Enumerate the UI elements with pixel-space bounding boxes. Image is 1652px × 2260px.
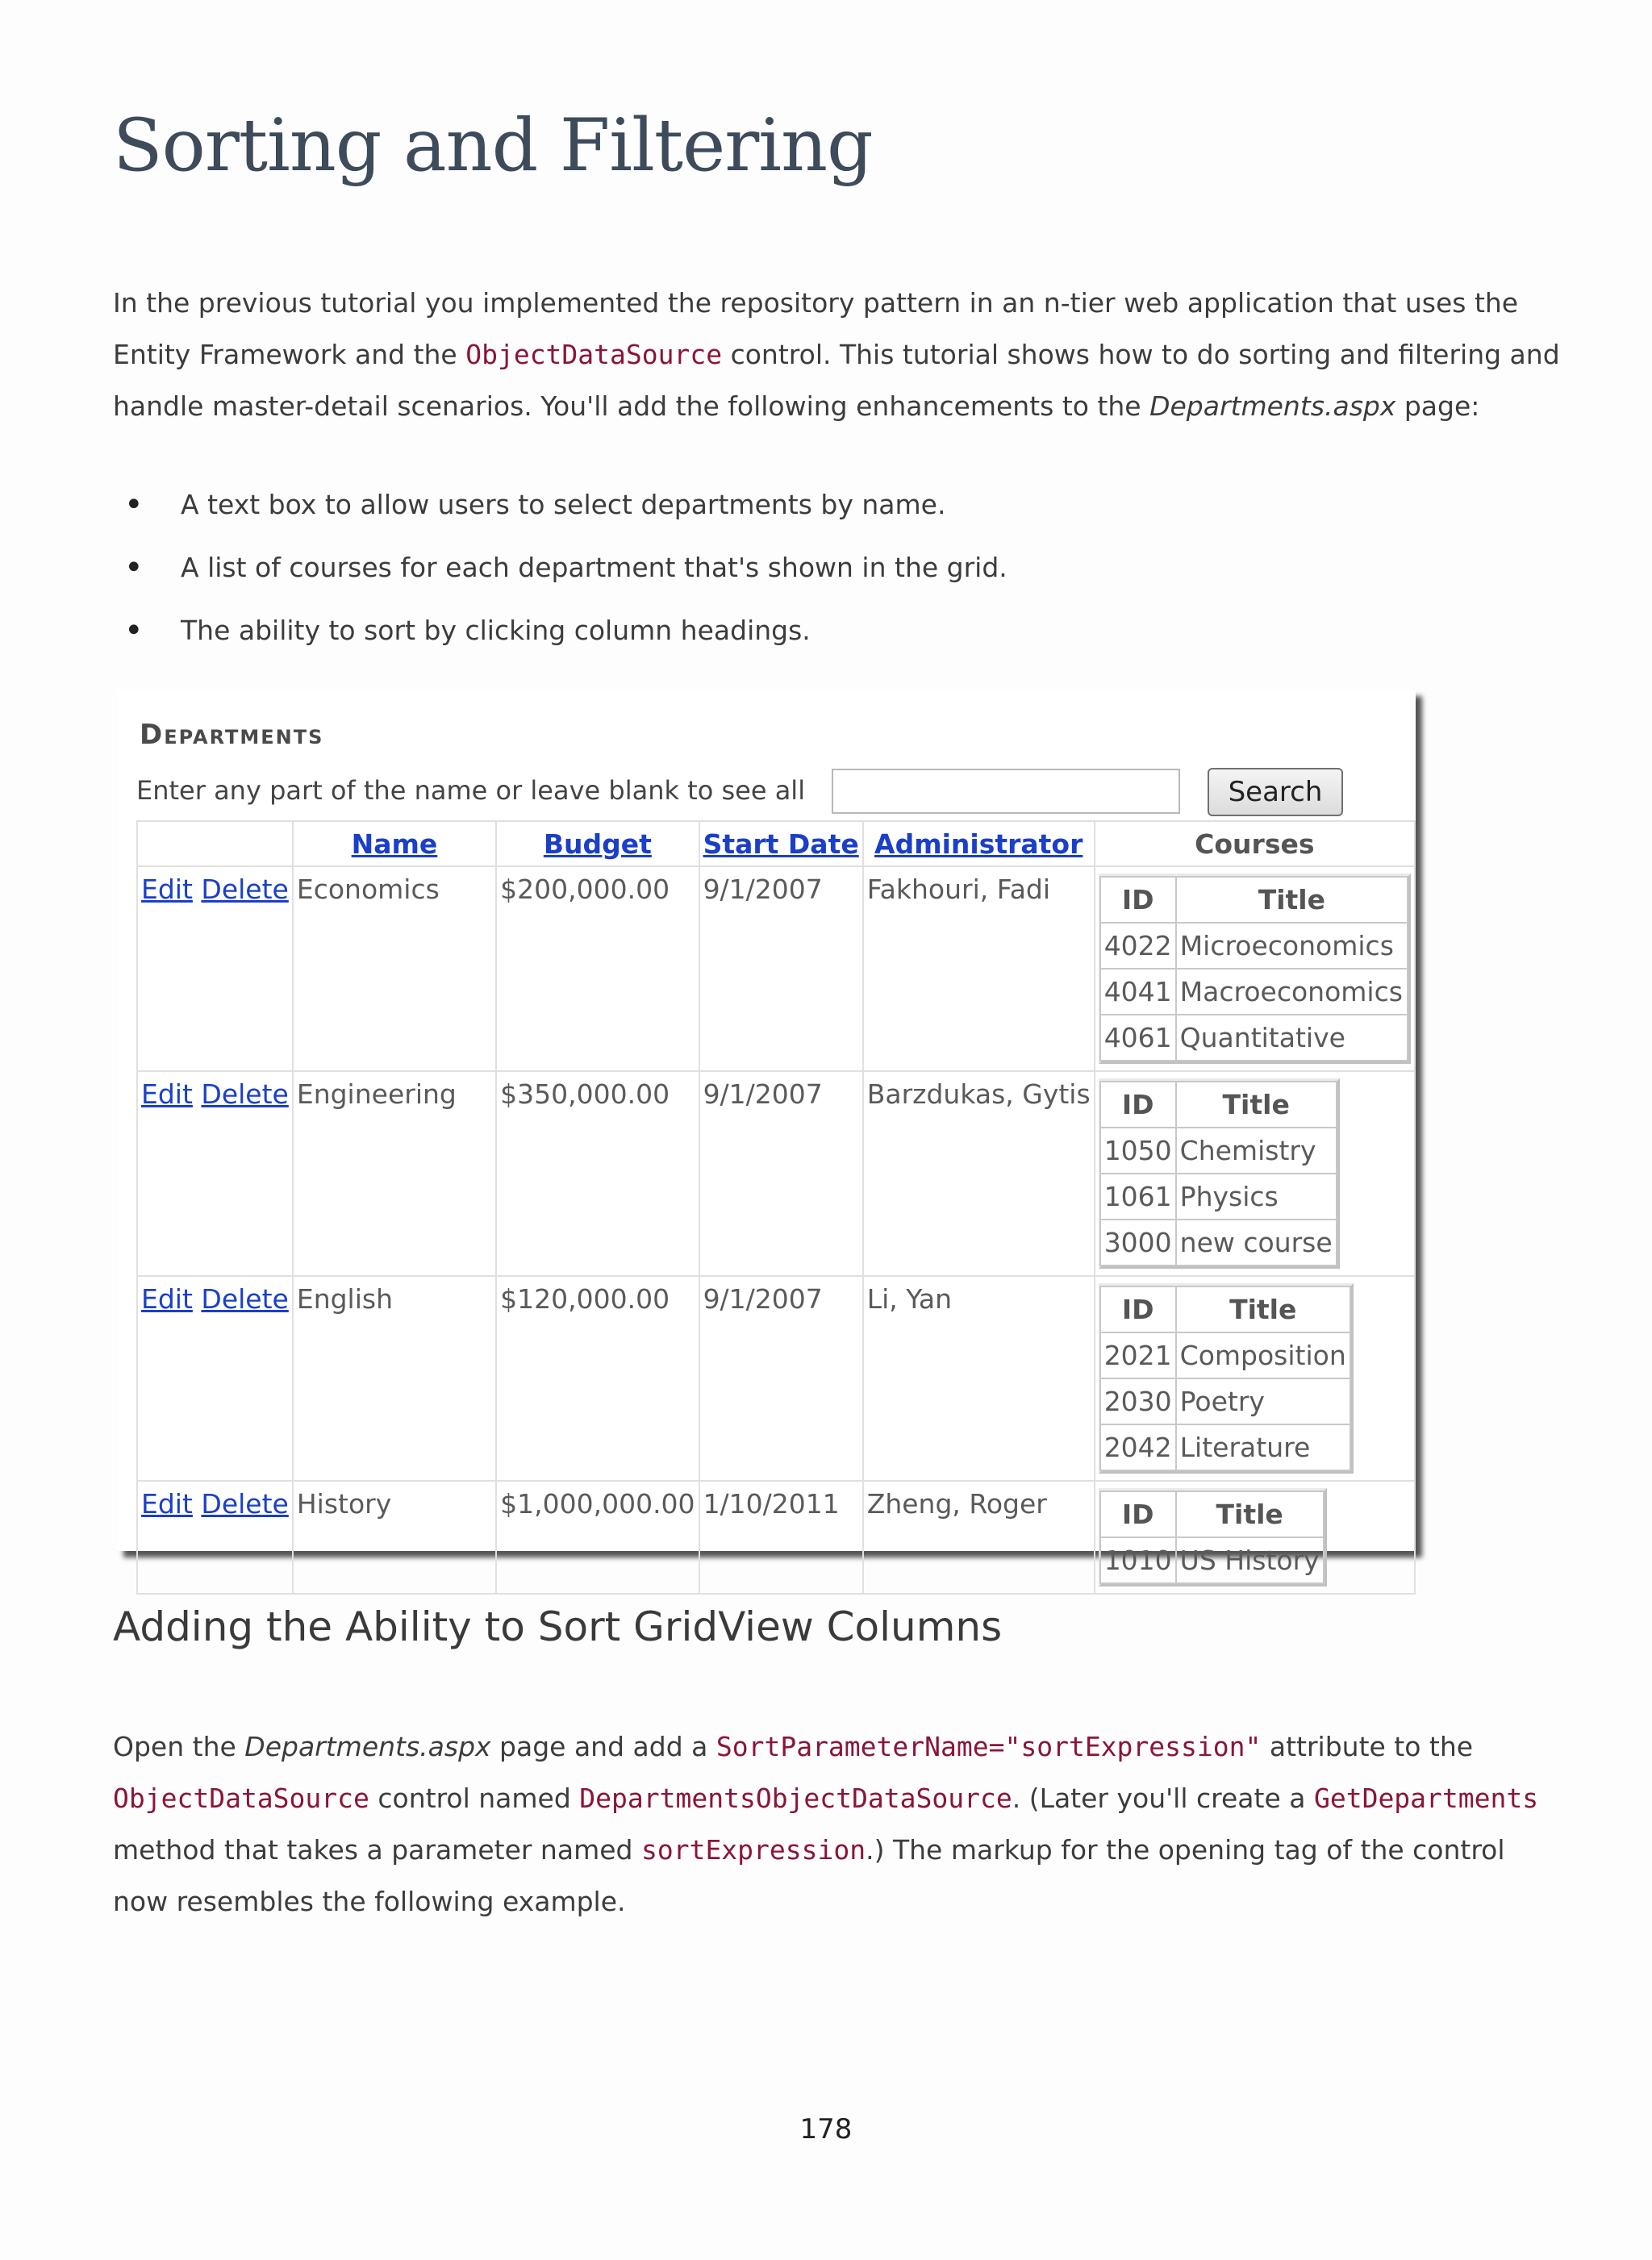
sub-header-title: Title — [1176, 1082, 1337, 1128]
filter-label: Enter any part of the name or leave blank to see all — [136, 775, 806, 806]
course-row — [1100, 1015, 1408, 1061]
sub-header-title: Title — [1176, 1491, 1324, 1537]
edit-link[interactable]: Edit — [141, 1078, 193, 1110]
delete-link[interactable]: Delete — [201, 874, 289, 905]
cell-administrator: Li, Yan — [863, 1276, 1095, 1481]
sub-header-title: Title — [1176, 1286, 1350, 1332]
course-row — [1100, 1332, 1350, 1378]
cell-administrator: Barzdukas, Gytis — [863, 1071, 1095, 1276]
delete-link[interactable]: Delete — [201, 1078, 289, 1110]
course-title: Literature — [1176, 1424, 1350, 1470]
course-title: Chemistry — [1176, 1128, 1337, 1174]
cell-start-date: 9/1/2007 — [699, 866, 863, 1071]
edit-link[interactable]: Edit — [141, 1488, 193, 1520]
screenshot-title: Departments — [140, 719, 324, 751]
cell-name: Engineering — [293, 1071, 496, 1276]
list-item: • The ability to sort by clicking column headings. — [113, 599, 1565, 662]
delete-link[interactable]: Delete — [201, 1283, 289, 1315]
course-row — [1100, 1378, 1350, 1424]
course-title: Microeconomics — [1176, 923, 1408, 969]
cell-start-date: 1/10/2011 — [699, 1481, 863, 1594]
cell-start-date: 9/1/2007 — [699, 1276, 863, 1481]
course-title: Physics — [1176, 1174, 1337, 1220]
intro-text-2: control. This tutorial shows how to do sorting and filtering and handle master-detail scenarios. You'll add the following enhancements to the — [113, 339, 1560, 422]
course-row — [1100, 969, 1408, 1015]
row-actions — [137, 1071, 293, 1276]
section-text-5: . (Later you'll create a — [1012, 1783, 1314, 1814]
intro-paragraph — [113, 277, 1565, 432]
list-item: • A text box to allow users to select departments by name. — [113, 473, 1565, 536]
code-departmentsobjectdatasource: DepartmentsObjectDataSource — [579, 1783, 1012, 1814]
course-row — [1100, 1174, 1337, 1220]
cell-courses — [1095, 866, 1415, 1071]
section-text-1: Open the — [113, 1731, 245, 1762]
sub-header-id: ID — [1100, 877, 1176, 923]
course-row — [1100, 1128, 1337, 1174]
row-actions — [137, 866, 293, 1071]
course-title: Quantitative — [1176, 1015, 1408, 1061]
edit-link[interactable]: Edit — [141, 1283, 193, 1315]
course-id: 3000 — [1100, 1220, 1176, 1266]
table-row — [137, 1276, 1415, 1481]
section-heading: Adding the Ability to Sort GridView Columns — [113, 1603, 1003, 1650]
course-id: 2030 — [1100, 1378, 1176, 1424]
grid-header-row — [137, 821, 1415, 866]
cell-courses — [1095, 1481, 1415, 1594]
table-row — [137, 1071, 1415, 1276]
row-actions — [137, 1481, 293, 1594]
course-id: 4022 — [1100, 923, 1176, 969]
course-id: 1010 — [1100, 1537, 1176, 1583]
sub-header-title: Title — [1176, 877, 1408, 923]
cell-budget: $350,000.00 — [496, 1071, 699, 1276]
cell-start-date: 9/1/2007 — [699, 1071, 863, 1276]
course-row — [1100, 1424, 1350, 1470]
row-actions — [137, 1276, 293, 1481]
header-actions — [137, 821, 293, 866]
intro-page-name: Departments.aspx — [1149, 390, 1396, 422]
sub-header-id: ID — [1100, 1491, 1176, 1537]
section-text-6: method that takes a parameter named — [113, 1834, 641, 1866]
code-sortexpression: sortExpression — [640, 1834, 866, 1866]
header-start-date[interactable]: Start Date — [699, 821, 863, 866]
enhancements-list — [113, 473, 1565, 662]
courses-subgrid — [1099, 1488, 1327, 1587]
course-id: 1061 — [1100, 1174, 1176, 1220]
section-text-3: attribute to the — [1261, 1731, 1474, 1762]
list-item: • A list of courses for each department that's shown in the grid. — [113, 536, 1565, 599]
edit-link[interactable]: Edit — [141, 874, 193, 905]
code-objectdatasource: ObjectDataSource — [113, 1783, 369, 1814]
intro-text-1: In the previous tutorial you implemented the repository pattern in an n-tier web application that uses the Entity Framework and the — [113, 287, 1519, 370]
courses-subgrid — [1099, 1078, 1340, 1269]
table-row — [137, 1481, 1415, 1594]
course-row — [1100, 1220, 1337, 1266]
delete-link[interactable]: Delete — [201, 1488, 289, 1520]
course-title: US History — [1176, 1537, 1324, 1583]
page-number: 178 — [799, 2113, 853, 2145]
section-text-4: control named — [369, 1783, 580, 1814]
cell-administrator: Zheng, Roger — [863, 1481, 1095, 1594]
cell-budget: $120,000.00 — [496, 1276, 699, 1481]
course-title: Poetry — [1176, 1378, 1350, 1424]
course-id: 1050 — [1100, 1128, 1176, 1174]
intro-text-3: page: — [1395, 390, 1480, 422]
header-budget[interactable]: Budget — [496, 821, 699, 866]
header-administrator[interactable]: Administrator — [863, 821, 1095, 866]
course-id: 4061 — [1100, 1015, 1176, 1061]
cell-administrator: Fakhouri, Fadi — [863, 866, 1095, 1071]
search-input[interactable] — [832, 769, 1180, 814]
course-id: 2021 — [1100, 1332, 1176, 1378]
cell-budget: $1,000,000.00 — [496, 1481, 699, 1594]
course-id: 4041 — [1100, 969, 1176, 1015]
cell-courses — [1095, 1276, 1415, 1481]
section-text-7: .) The markup for the opening tag of the control now resembles the following example. — [113, 1834, 1505, 1917]
departments-grid — [136, 820, 1416, 1595]
cell-name: Economics — [293, 866, 496, 1071]
page-title: Sorting and Filtering — [113, 103, 873, 188]
courses-subgrid — [1099, 1283, 1354, 1474]
cell-courses — [1095, 1071, 1415, 1276]
course-title: Composition — [1176, 1332, 1350, 1378]
section-paragraph — [113, 1721, 1565, 1928]
header-courses: Courses — [1095, 821, 1415, 866]
cell-budget: $200,000.00 — [496, 866, 699, 1071]
section-page-name: Departments.aspx — [244, 1731, 491, 1762]
cell-name: English — [293, 1276, 496, 1481]
course-row — [1100, 1537, 1324, 1583]
courses-subgrid — [1099, 874, 1411, 1064]
course-title: Macroeconomics — [1176, 969, 1408, 1015]
section-text-2: page and add a — [490, 1731, 716, 1762]
code-getdepartments: GetDepartments — [1313, 1783, 1539, 1814]
intro-code-objectdatasource: ObjectDataSource — [465, 339, 723, 370]
code-sortparametername: SortParameterName="sortExpression" — [715, 1731, 1262, 1762]
sub-header-id: ID — [1100, 1082, 1176, 1128]
course-id: 2042 — [1100, 1424, 1176, 1470]
course-title: new course — [1176, 1220, 1337, 1266]
header-name[interactable]: Name — [293, 821, 496, 866]
course-row — [1100, 923, 1408, 969]
sub-header-id: ID — [1100, 1286, 1176, 1332]
table-row — [137, 866, 1415, 1071]
departments-screenshot — [117, 690, 1416, 1576]
search-button[interactable]: Search — [1208, 768, 1343, 816]
cell-name: History — [293, 1481, 496, 1594]
